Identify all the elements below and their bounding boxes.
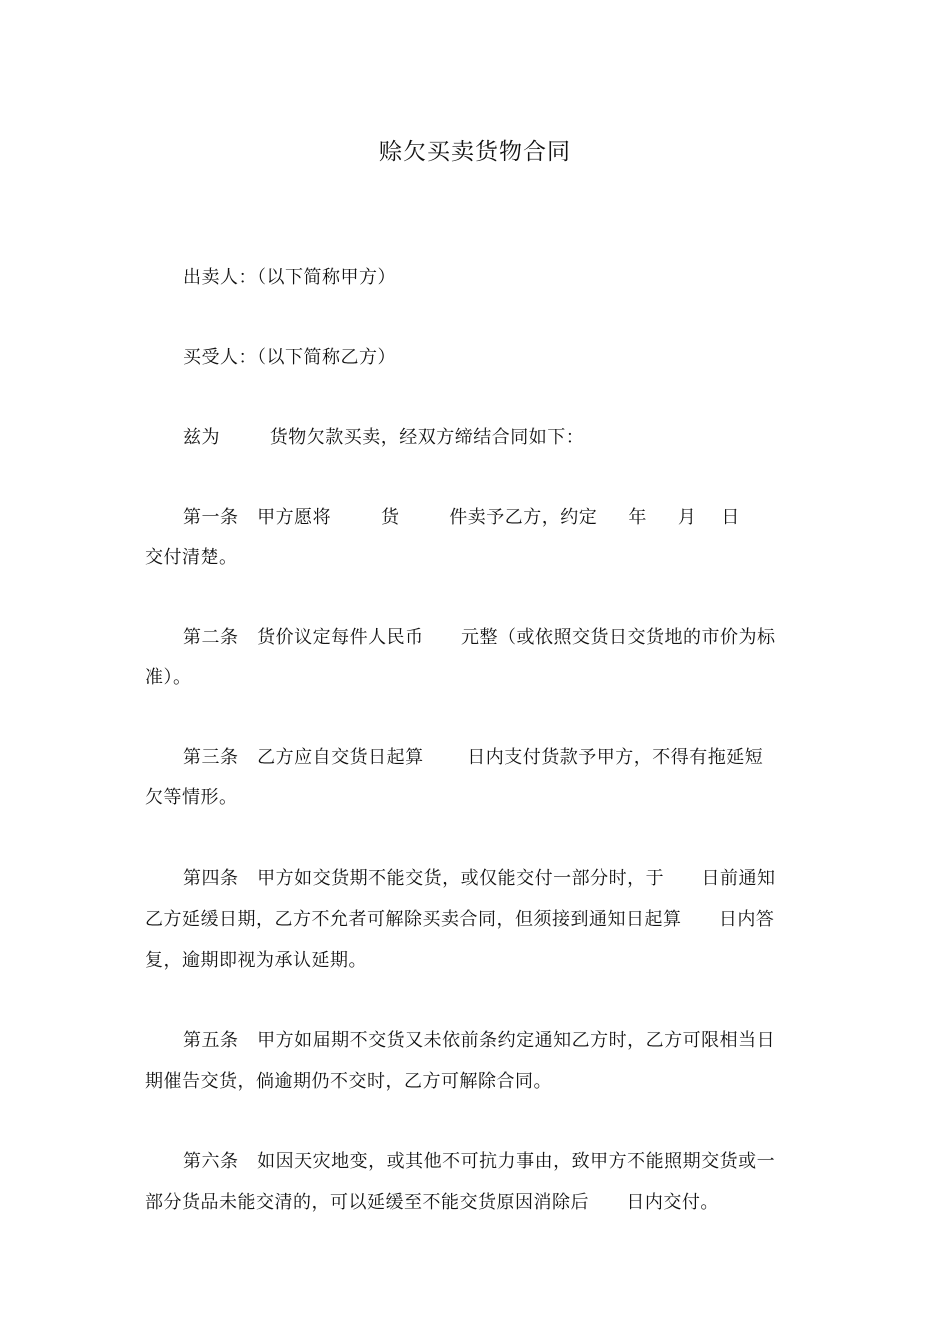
intro-line: 兹为 货物欠款买卖，经双方缔结合同如下：	[183, 427, 585, 448]
seller-line: 出卖人：（以下简称甲方）	[183, 267, 396, 288]
article-2-line-1: 第二条 货价议定每件人民币 元整（或依照交货日交货地的市价为标	[183, 627, 776, 648]
article-3-line-1: 第三条 乙方应自交货日起算 日内支付货款予甲方，不得有拖延短	[183, 747, 764, 768]
article-6-line-2: 部分货品未能交清的，可以延缓至不能交货原因消除后 日内交付。	[145, 1192, 719, 1213]
article-3-line-2: 欠等情形。	[145, 787, 238, 808]
article-1-line-1: 第一条 甲方愿将 货 件卖予乙方，约定 年 月 日	[183, 507, 740, 528]
article-1-line-2: 交付清楚。	[145, 547, 238, 568]
document-title: 赊欠买卖货物合同	[379, 139, 571, 165]
article-6-line-1: 第六条 如因天灾地变，或其他不可抗力事由，致甲方不能照期交货或一	[183, 1151, 776, 1172]
article-4-line-2: 乙方延缓日期，乙方不允者可解除买卖合同，但须接到通知日起算 日内答	[145, 909, 775, 930]
article-5-line-2: 期催告交货，倘逾期仍不交时，乙方可解除合同。	[145, 1071, 552, 1092]
article-2-line-2: 准）。	[145, 667, 192, 688]
article-4-line-1: 第四条 甲方如交货期不能交货，或仅能交付一部分时，于 日前通知	[183, 868, 776, 889]
buyer-line: 买受人：（以下简称乙方）	[183, 347, 396, 368]
article-5-line-1: 第五条 甲方如届期不交货又未依前条约定通知乙方时，乙方可限相当日	[183, 1030, 776, 1051]
article-4-line-3: 复，逾期即视为承认延期。	[145, 950, 367, 971]
